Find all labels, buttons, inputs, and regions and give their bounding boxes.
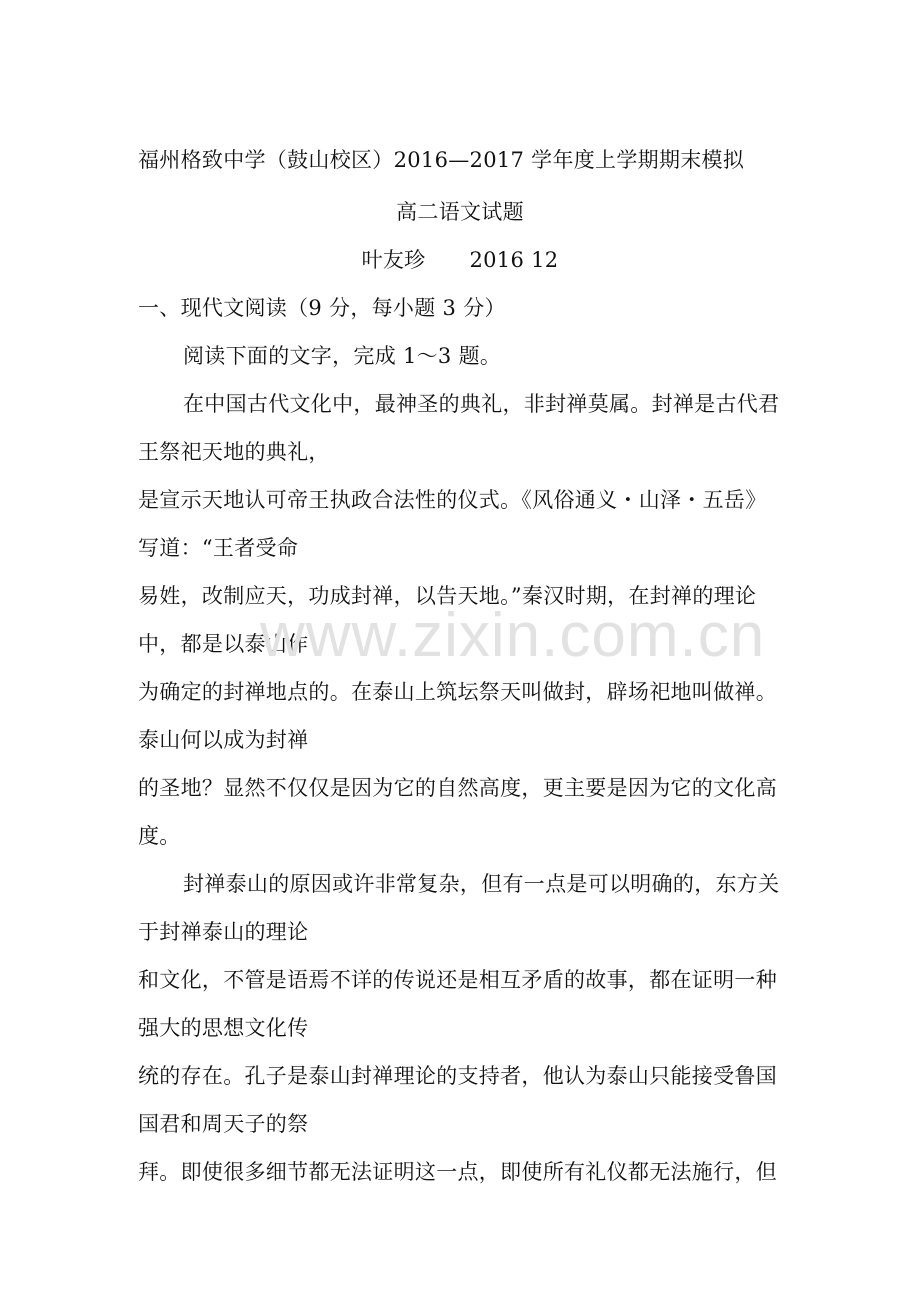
reading-instruction: 阅读下面的文字，完成 1～3 题。	[183, 344, 502, 368]
passage-line: 王祭祀天地的典礼，	[138, 440, 330, 464]
document-subtitle: 高二语文试题	[396, 200, 524, 224]
passage-line: 是宣示天地认可帝王执政合法性的仪式。《风俗通义・山泽・五岳》	[138, 488, 767, 512]
author-date-line	[0, 246, 920, 274]
site-watermark: www.zixin.com.cn	[260, 601, 766, 670]
passage-line: 中，都是以泰山作	[138, 632, 309, 656]
section-heading: 一、现代文阅读（9 分，每小题 3 分）	[138, 296, 506, 320]
passage-line: 写道：“王者受命	[138, 536, 299, 560]
passage-line: 统的存在。孔子是泰山封禅理论的支持者，他认为泰山只能接受鲁国	[138, 1064, 777, 1088]
passage-line: 于封禅泰山的理论	[138, 920, 309, 944]
passage-line: 易姓，改制应天，功成封禅，以告天地。”秦汉时期，在封禅的理论	[138, 584, 757, 608]
document-date: 2016 12	[469, 248, 559, 272]
passage-line: 和文化，不管是语焉不详的传说还是相互矛盾的故事，都在证明一种	[138, 968, 777, 992]
passage-line: 泰山何以成为封禅	[138, 728, 309, 752]
document-title: 福州格致中学（鼓山校区）2016—2017 学年度上学期期末模拟	[138, 148, 745, 172]
passage-line: 的圣地？显然不仅仅是因为它的自然高度，更主要是因为它的文化高	[138, 776, 777, 800]
passage-line: 拜。即使很多细节都无法证明这一点，即使所有礼仪都无法施行，但	[138, 1160, 777, 1184]
author-name: 叶友珍	[361, 248, 426, 272]
passage-line: 强大的思想文化传	[138, 1016, 309, 1040]
passage-line: 为确定的封禅地点的。在泰山上筑坛祭天叫做封，辟场祀地叫做禅。	[138, 680, 777, 704]
passage-line: 封禅泰山的原因或许非常复杂，但有一点是可以明确的，东方关	[183, 872, 780, 896]
passage-line: 度。	[138, 824, 181, 848]
passage-line: 国君和周天子的祭	[138, 1112, 309, 1136]
passage-line: 在中国古代文化中，最神圣的典礼，非封禅莫属。封禅是古代君	[183, 392, 780, 416]
